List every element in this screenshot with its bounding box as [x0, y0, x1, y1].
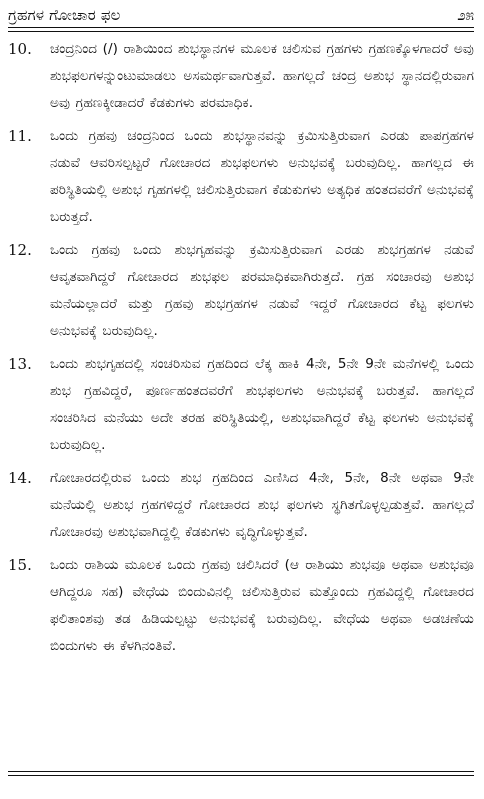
- list-item-14: [0, 465, 484, 546]
- header-rule-thick: [8, 27, 474, 28]
- list-item-11: [0, 123, 484, 231]
- item-number: 13.: [8, 355, 32, 373]
- numbered-list: [0, 36, 484, 666]
- item-paragraph: ಒಂದು ಗ್ರಹವು ಒಂದು ಶುಭಗೃಹವನ್ನು ಕ್ರಮಿಸುತ್ತಿರುವಾಗ ಎರಡು ಶುಭಗ್ರಹಗಳ ನಡುವೆ ಆವೃತವಾಗಿದ್ದರೆ ಗೋಚಾರದ ಶುಭಫಲ ಪರಮಾಧಿಕವಾಗಿರುತ್ತದೆ. ಗ್ರಹ ಸಂಚಾರವು ಅಶುಭ ಮನೆಯಲ್ಲಾದರೆ ಮತ್ತು ಗ್ರಹವು ಶುಭಗ್ರಹಗಳ ನಡುವೆ ಇದ್ದರೆ ಗೋಚಾರದ ಕೆಟ್ಟ ಫಲಗಳು ಅನುಭವಕ್ಕೆ ಬರುವುದಿಲ್ಲ.: [50, 242, 474, 339]
- item-paragraph: ಚಂದ್ರನಿಂದ (/) ರಾಶಿಯಿಂದ ಶುಭಸ್ಥಾನಗಳ ಮೂಲಕ ಚಲಿಸುವ ಗ್ರಹಗಳು ಗ್ರಹಣಕ್ಕೊಳಗಾದರೆ ಅವು ಶುಭಫಲಗಳನ್ನುಂಟುಮಾಡಲು ಅಸಮರ್ಥವಾಗುತ್ತವೆ. ಹಾಗಲ್ಲದೆ ಚಂದ್ರ ಅಶುಭ ಸ್ಥಾನದಲ್ಲಿರುವಾಗ ಅವು ಗ್ರಹಣಕ್ಕೀಡಾದರೆ ಕೆಡಕುಗಳು ಪರಮಾಧಿಕ.: [50, 41, 474, 111]
- item-number: 10.: [8, 40, 32, 58]
- item-paragraph: ಒಂದು ಶುಭಗೃಹದಲ್ಲಿ ಸಂಚರಿಸುವ ಗ್ರಹದಿಂದ ಲೆಕ್ಕ ಹಾಕಿ 4ನೇ, 5ನೇ 9ನೇ ಮನೆಗಳಲ್ಲಿ ಒಂದು ಶುಭ ಗ್ರಹವಿದ್ದರೆ, ಪೂರ್ಣಹಂತದವರೆಗೆ ಶುಭಫಲಗಳು ಅನುಭವಕ್ಕೆ ಬರುತ್ತವೆ. ಹಾಗಲ್ಲದೆ ಸಂಚರಿಸಿದ ಮನೆಯು ಅದೇ ತರಹ ಪರಿಸ್ಥಿತಿಯಲ್ಲಿ, ಅಶುಭವಾಗಿದ್ದರೆ ಕೆಟ್ಟ ಫಲಗಳು ಅನುಭವಕ್ಕೆ ಬರುವುದಿಲ್ಲ.: [50, 356, 474, 453]
- running-head-title: ಗ್ರಹಗಳ ಗೋಚಾರ ಫಲ: [8, 6, 121, 24]
- footer-rule-thick: [8, 775, 474, 776]
- header-rule-thin: [8, 31, 474, 32]
- list-item-12: [0, 237, 484, 345]
- list-item-10: [0, 36, 484, 117]
- running-header: [8, 4, 474, 26]
- footer-rule-thin: [8, 771, 474, 772]
- page-number: ೨೫: [457, 6, 474, 24]
- item-number: 12.: [8, 241, 32, 259]
- item-paragraph: ಒಂದು ಗ್ರಹವು ಚಂದ್ರನಿಂದ ಒಂದು ಶುಭಸ್ಥಾನವನ್ನು ಕ್ರಮಿಸುತ್ತಿರುವಾಗ ಎರಡು ಪಾಪಗ್ರಹಗಳ ನಡುವೆ ಆವರಿಸಲ್ಪಟ್ಟರೆ ಗೋಚಾರದ ಶುಭಫಲಗಳು ಅನುಭವಕ್ಕೆ ಬರುವುದಿಲ್ಲ. ಹಾಗಲ್ಲದ ಈ ಪರಿಸ್ಥಿತಿಯಲ್ಲಿ ಅಶುಭ ಗೃಹಗಳಲ್ಲಿ ಚಲಿಸುತ್ತಿರುವಾಗ ಕೆಡುಕುಗಳು ಅತ್ಯಧಿಕ ಹಂತದವರೆಗೆ ಅನುಭವಕ್ಕೆ ಬರುತ್ತದೆ.: [50, 128, 475, 225]
- list-item-13: [0, 351, 484, 459]
- item-number: 11.: [8, 127, 32, 145]
- item-number: 15.: [8, 556, 32, 574]
- item-paragraph: ಒಂದು ರಾಶಿಯ ಮೂಲಕ ಒಂದು ಗ್ರಹವು ಚಲಿಸಿದರೆ (ಆ ರಾಶಿಯು ಶುಭವೂ ಅಥವಾ ಅಶುಭವೂ ಆಗಿದ್ದರೂ ಸಹ) ವೇಧೆಯ ಬಿಂದುವಿನಲ್ಲಿ ಚಲಿಸುತ್ತಿರುವ ಮತ್ತೊಂದು ಗ್ರಹವಿದ್ದಲ್ಲಿ ಗೋಚಾರದ ಫಲಿತಾಂಶವು ತಡ ಹಿಡಿಯಲ್ಪಟ್ಟು ಅನುಭವಕ್ಕೆ ಬರುವುದಿಲ್ಲ. ವೇಧೆಯ ಅಥವಾ ಅಡಚಣೆಯ ಬಿಂದುಗಳು ಈ ಕೆಳಗಿನಂತಿವೆ.: [50, 557, 474, 654]
- item-paragraph: ಗೋಚಾರದಲ್ಲಿರುವ ಒಂದು ಶುಭ ಗ್ರಹದಿಂದ ಎಣಿಸಿದ 4ನೇ, 5ನೇ, 8ನೇ ಅಥವಾ 9ನೇ ಮನೆಯಲ್ಲಿ ಅಶುಭ ಗ್ರಹಗಳಿದ್ದರೆ ಗೋಚಾರದ ಶುಭ ಫಲಗಳು ಸ್ಥಗಿತಗೊಳ್ಳಲ್ಪಡುತ್ತವೆ. ಹಾಗಲ್ಲದೆ ಗೋಚಾರವು ಅಶುಭವಾಗಿದ್ದಲ್ಲಿ ಕೆಡಕುಗಳು ವೃದ್ಧಿಗೊಳ್ಳುತ್ತವೆ.: [50, 470, 474, 540]
- item-number: 14.: [8, 469, 32, 487]
- list-item-15: [0, 552, 484, 660]
